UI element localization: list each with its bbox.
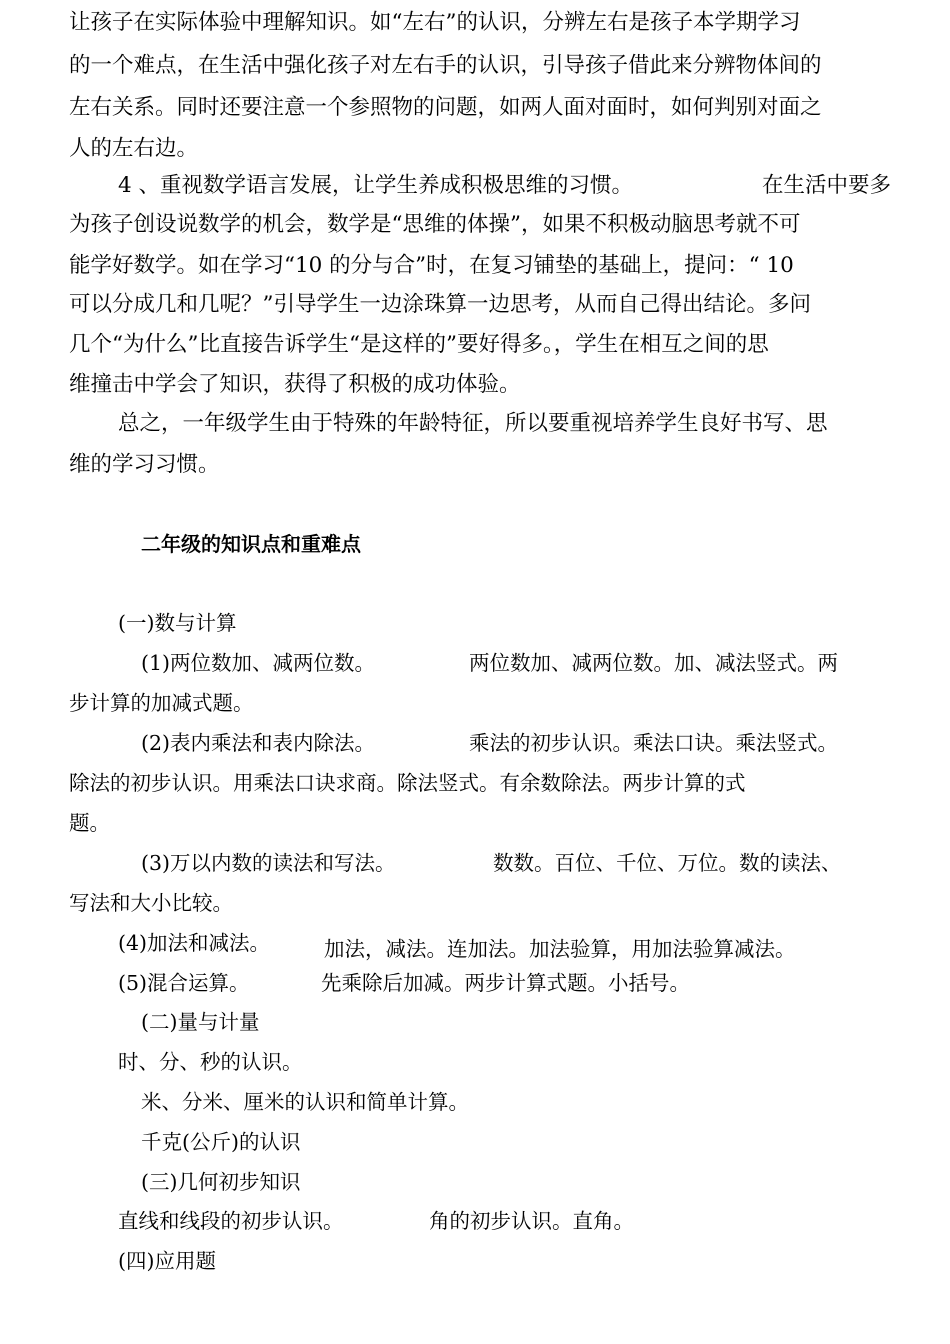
outline-item-label: (3)万以内数的读法和写法。 xyxy=(141,851,396,875)
paragraph-line: 左右关系。同时还要注意一个参照物的问题，如两人面对面时，如何判别对面之 xyxy=(69,95,822,120)
paragraph-line: 总之，一年级学生由于特殊的年龄特征，所以要重视培养学生良好书写、思 xyxy=(118,411,828,436)
outline-item-continuation: 步计算的加减式题。 xyxy=(69,691,254,715)
paragraph-line-tail: 在生活中要多 xyxy=(762,173,892,198)
outline-line: 时、分、秒的认识。 xyxy=(118,1050,303,1074)
outline-item-continuation: 除法的初步认识。用乘法口诀求商。除法竖式。有余数除法。两步计算的式 xyxy=(69,771,746,795)
paragraph-line: 维的学习习惯。 xyxy=(69,452,220,477)
outline-section-title: (四)应用题 xyxy=(118,1249,216,1273)
outline-line: 千克(公斤)的认识 xyxy=(141,1130,301,1154)
paragraph-line: 为孩子创设说数学的机会，数学是“思维的体操”，如果不积极动脑思考就不可 xyxy=(69,212,801,237)
outline-item-text: 乘法的初步认识。乘法口诀。乘法竖式。 xyxy=(469,731,838,755)
outline-section-title: (一)数与计算 xyxy=(118,611,237,635)
paragraph-line: 几个“为什么”比直接告诉学生“是这样的”要好得多。，学生在相互之间的思 xyxy=(69,332,769,357)
section-title: 二年级的知识点和重难点 xyxy=(141,532,361,556)
outline-item-text: 先乘除后加减。两步计算式题。小括号。 xyxy=(321,971,690,995)
outline-section-title: (三)几何初步知识 xyxy=(141,1170,301,1194)
paragraph-line: 能学好数学。如在学习“10 的分与合”时，在复习铺垫的基础上，提问：“ 10 xyxy=(69,253,794,278)
paragraph-line: 人的左右边。 xyxy=(69,136,199,161)
paragraph-heading-line: 4 、重视数学语言发展，让学生养成积极思维的习惯。 xyxy=(118,173,634,198)
outline-item-label: (5)混合运算。 xyxy=(118,971,250,995)
outline-item-text: 两位数加、减两位数。加、减法竖式。两 xyxy=(469,651,838,675)
outline-item-continuation: 题。 xyxy=(69,811,110,835)
outline-line: 直线和线段的初步认识。 xyxy=(118,1209,344,1233)
paragraph-line: 的一个难点，在生活中强化孩子对左右手的认识，引导孩子借此来分辨物体间的 xyxy=(69,53,822,78)
outline-item-continuation: 写法和大小比较。 xyxy=(69,891,233,915)
outline-item-label: (4)加法和减法。 xyxy=(118,931,271,955)
outline-section-title: (二)量与计量 xyxy=(141,1010,260,1034)
paragraph-line: 让孩子在实际体验中理解知识。如“左右”的认识，分辨左右是孩子本学期学习 xyxy=(69,10,801,35)
outline-line: 角的初步认识。直角。 xyxy=(429,1209,634,1233)
outline-item-label: (2)表内乘法和表内除法。 xyxy=(141,731,376,755)
outline-item-text: 加法，减法。连加法。加法验算，用加法验算减法。 xyxy=(324,937,796,961)
outline-item-text: 数数。百位、千位、万位。数的读法、 xyxy=(493,851,842,875)
paragraph-line: 可以分成几和几呢？”引导学生一边涂珠算一边思考，从而自己得出结论。多问 xyxy=(69,292,811,317)
outline-line: 米、分米、厘米的认识和简单计算。 xyxy=(141,1090,469,1114)
paragraph-line: 维撞击中学会了知识，获得了积极的成功体验。 xyxy=(69,372,521,397)
outline-item-label: (1)两位数加、减两位数。 xyxy=(141,651,376,675)
